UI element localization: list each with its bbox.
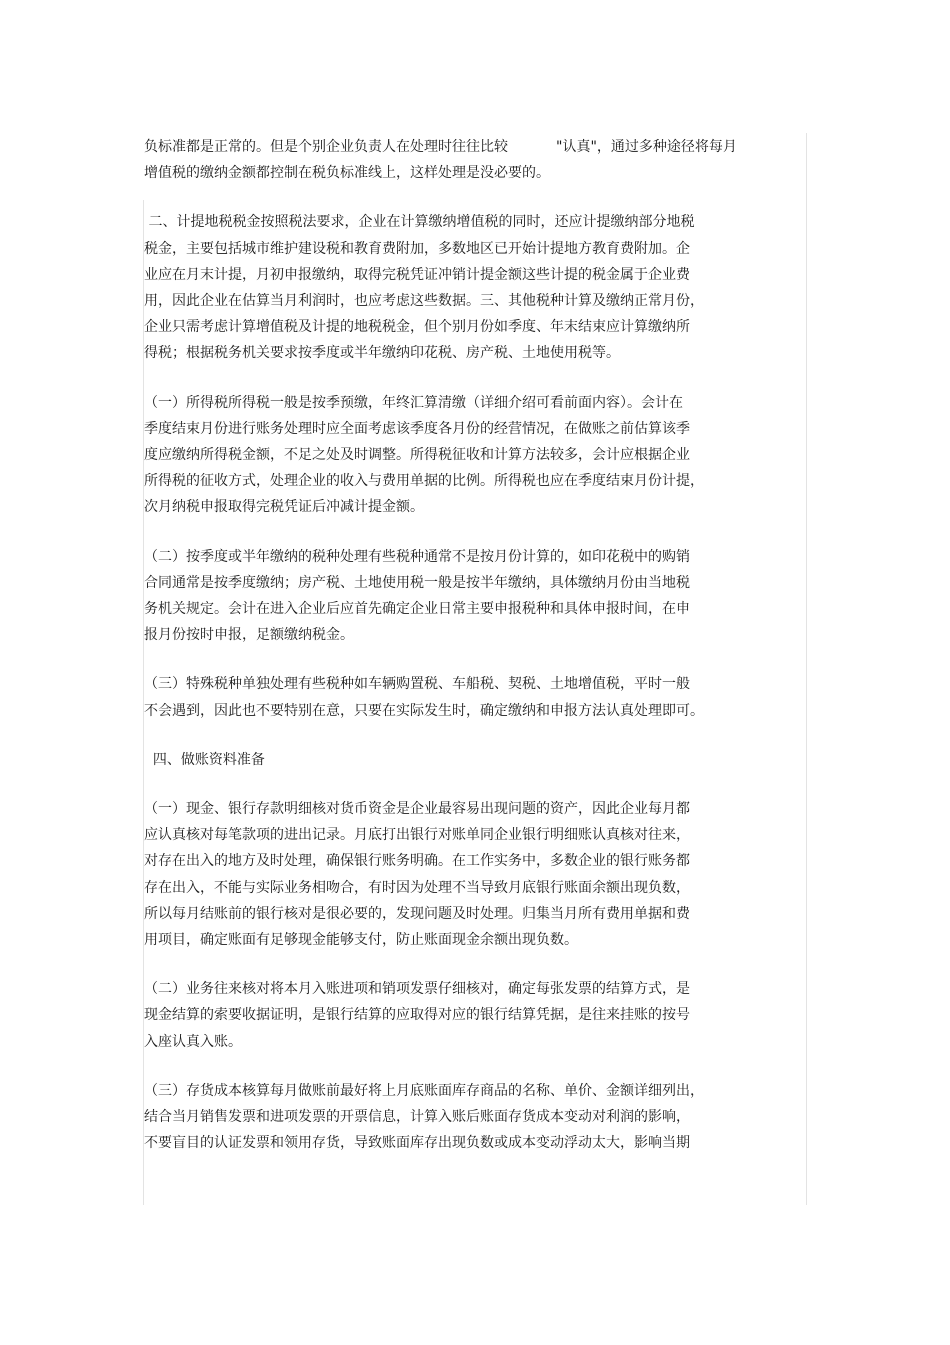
text-line: 税金，主要包括城市维护建设税和教育费附加，多数地区已开始计提地方教育费附加。企 [144,240,690,257]
text-line: 负标准都是正常的。但是个别企业负责人在处理时往往比较 "认真"，通过多种途径将每月 [144,139,737,155]
text-line: 报月份按时申报，足额缴纳税金。 [144,627,354,644]
text-line: 所以每月结账前的银行核对是很必要的，发现问题及时处理。归集当月所有费用单据和费 [144,905,690,922]
paragraph-income-tax [144,390,784,521]
heading-line: 四、做账资料准备 [144,751,265,768]
text-line: 季度结束月份进行账务处理时应全面考虑该季度各月份的经营情况，在做账之前估算该季 [144,420,690,437]
text-line: 对存在出入的地方及时处理，确保银行账务明确。在工作实务中，多数企业的银行账务都 [144,853,690,870]
text-line: （二）业务往来核对将本月入账进项和销项发票仔细核对，确定每张发票的结算方式，是 [144,981,690,998]
text-line: 不会遇到，因此也不要特别在意，只要在实际发生时，确定缴纳和申报方法认真处理即可。 [144,702,704,719]
text-line: 务机关规定。会计在进入企业后应首先确定企业日常主要申报税种和具体申报时间，在申 [144,601,690,618]
paragraph-special-taxes [144,671,784,723]
text-line: 应认真核对每笔款项的进出记录。月底打出银行对账单同企业银行明细账认真核对往来， [144,827,690,844]
text-line: 所得税的征收方式，处理企业的收入与费用单据的比例。所得税也应在季度结束月份计提， [144,473,704,490]
text-line: 现金结算的索要收据证明，是银行结算的应取得对应的银行结算凭据，是往来挂账的按号 [144,1007,690,1024]
text-line: （三）特殊税种单独处理有些税种如车辆购置税、车船税、契税、土地增值税，平时一般 [144,676,690,693]
text-line: 用项目，确定账面有足够现金能够支付，防止账面现金余额出现负数。 [144,932,578,949]
text-line: 得税；根据税务机关要求按季度或半年缴纳印花税、房产税、土地使用税等。 [144,345,620,362]
text-line: 度应缴纳所得税金额，不足之处及时调整。所得税征收和计算方法较多，会计应根据企业 [144,447,690,464]
text-line: 企业只需考虑计算增值税及计提的地税税金，但个别月份如季度、年末结束应计算缴纳所 [144,319,690,336]
right-margin-rule [806,133,807,1205]
paragraph-cash-bank-reconciliation [144,796,784,953]
text-line: 次月纳税申报取得完税凭证后冲减计提金额。 [144,499,424,516]
document-body [144,134,784,1180]
text-line: （二）按季度或半年缴纳的税种处理有些税种通常不是按月份计算的，如印花税中的购销 [144,548,690,565]
paragraph-business-transactions [144,976,784,1055]
text-line: 入座认真入账。 [144,1033,242,1050]
text-line: （三）存货成本核算每月做账前最好将上月底账面库存商品的名称、单价、金额详细列出， [144,1082,704,1099]
text-line: 存在出入，不能与实际业务相吻合，有时因为处理不当导致月底银行账面余额出现负数， [144,879,690,896]
paragraph-local-tax-accrual [144,209,784,366]
text-line: 业应在月末计提，月初申报缴纳，取得完税凭证冲销计提金额这些计提的税金属于企业费 [144,266,690,283]
text-line: 二、计提地税税金按照税法要求，企业在计算缴纳增值税的同时，还应计提缴纳部分地税 [144,214,695,231]
text-line: 不要盲目的认证发票和领用存货，导致账面库存出现负数或成本变动浮动太大，影响当期 [144,1135,690,1152]
text-line: 用，因此企业在估算当月利润时，也应考虑这些数据。三、其他税种计算及缴纳正常月份， [144,293,704,310]
text-line: 结合当月销售发票和进项发票的开票信息，计算入账后账面存货成本变动对利润的影响， [144,1109,690,1126]
text-line: 增值税的缴纳金额都控制在税负标准线上，这样处理是没必要的。 [144,165,550,182]
text-line: （一）所得税所得税一般是按季预缴，年终汇算清缴（详细介绍可看前面内容）。会计在 [144,394,683,411]
text-line: 合同通常是按季度缴纳；房产税、土地使用税一般是按半年缴纳，具体缴纳月份由当地税 [144,574,690,591]
section-heading-bookkeeping-prep [144,747,784,773]
paragraph-tax-burden-standard [144,134,784,186]
paragraph-quarterly-taxes [144,544,784,649]
text-line: （一）现金、银行存款明细核对货币资金是企业最容易出现问题的资产，因此企业每月都 [144,801,690,818]
paragraph-inventory-cost [144,1078,784,1157]
